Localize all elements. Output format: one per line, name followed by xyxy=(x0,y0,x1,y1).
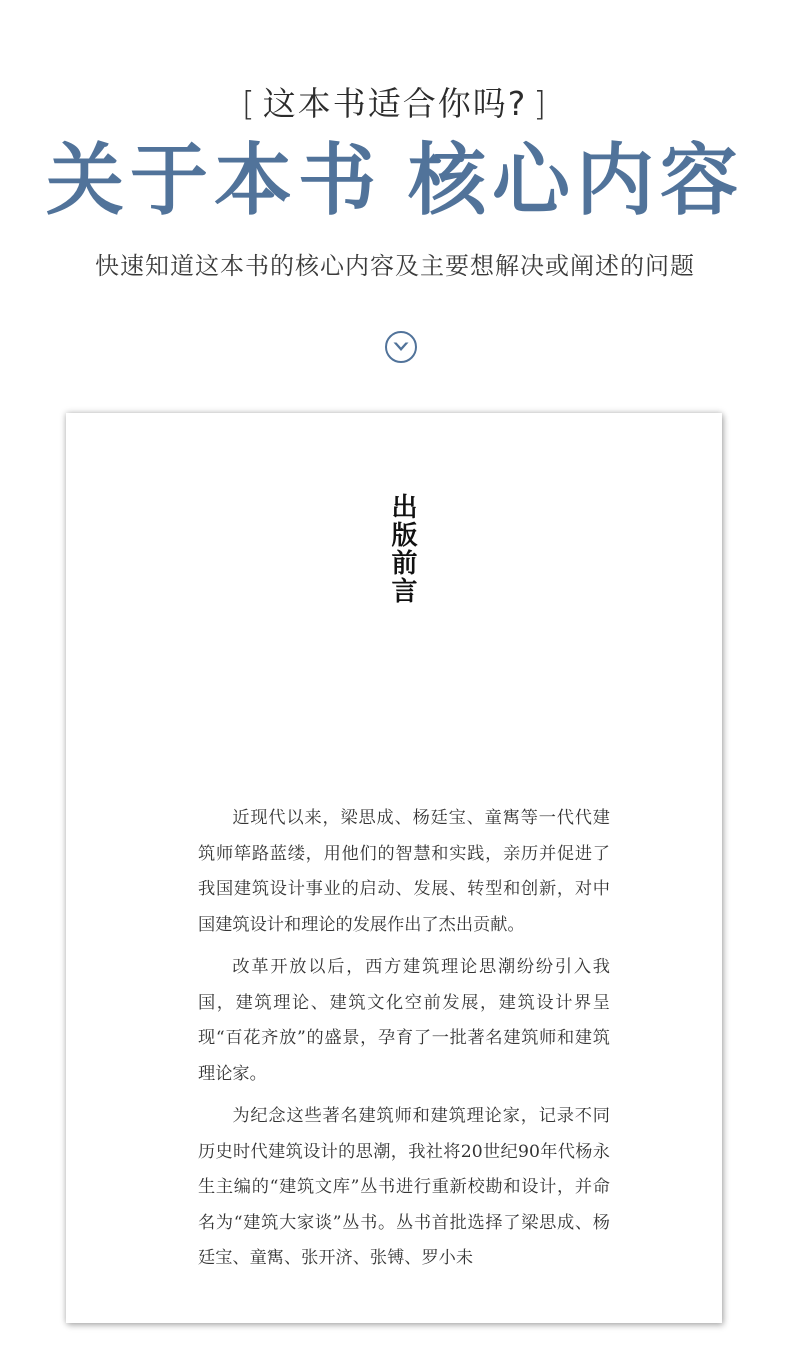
main-title-part2: 核心内容 xyxy=(408,135,745,226)
subtitle: 快速知道这本书的核心内容及主要想解决或阐述的问题 xyxy=(95,252,695,280)
bracket-left: [ xyxy=(241,84,257,123)
bracket-right: ] xyxy=(533,84,549,123)
header-section xyxy=(0,0,790,400)
book-page xyxy=(66,413,722,1323)
paragraph: 改革开放以后，西方建筑理论思潮纷纷引入我国，建筑理论、建筑文化空前发展，建筑设计界呈现“百花齐放”的盛景，孕育了一批著名建筑师和建筑理论家。 xyxy=(198,957,610,1084)
main-title xyxy=(0,135,790,226)
paragraph: 为纪念这些著名建筑师和建筑理论家，记录不同历史时代建筑设计的思潮，我社将20世纪90年代杨永生主编的“建筑文库”丛书进行重新校勘和设计，并命名为“建筑大家谈”丛书。丛书首批选择了梁思成、杨廷宝、童寯、张开济、张镈、罗小未 xyxy=(198,1106,610,1268)
paragraph: 近现代以来，梁思成、杨廷宝、童寯等一代代建筑师筚路蓝缕，用他们的智慧和实践，亲历并促进了我国建筑设计事业的启动、发展、转型和创新，对中国建筑设计和理论的发展作出了杰出贡献。 xyxy=(198,808,610,935)
main-title-part1: 关于本书 xyxy=(45,135,382,226)
question-heading xyxy=(0,78,790,125)
page-body xyxy=(198,801,610,1284)
chevron-down-circle-icon[interactable] xyxy=(384,330,418,364)
question-text: 这本书适合你吗? xyxy=(262,84,528,123)
page-title: 出版前言 xyxy=(387,493,417,605)
